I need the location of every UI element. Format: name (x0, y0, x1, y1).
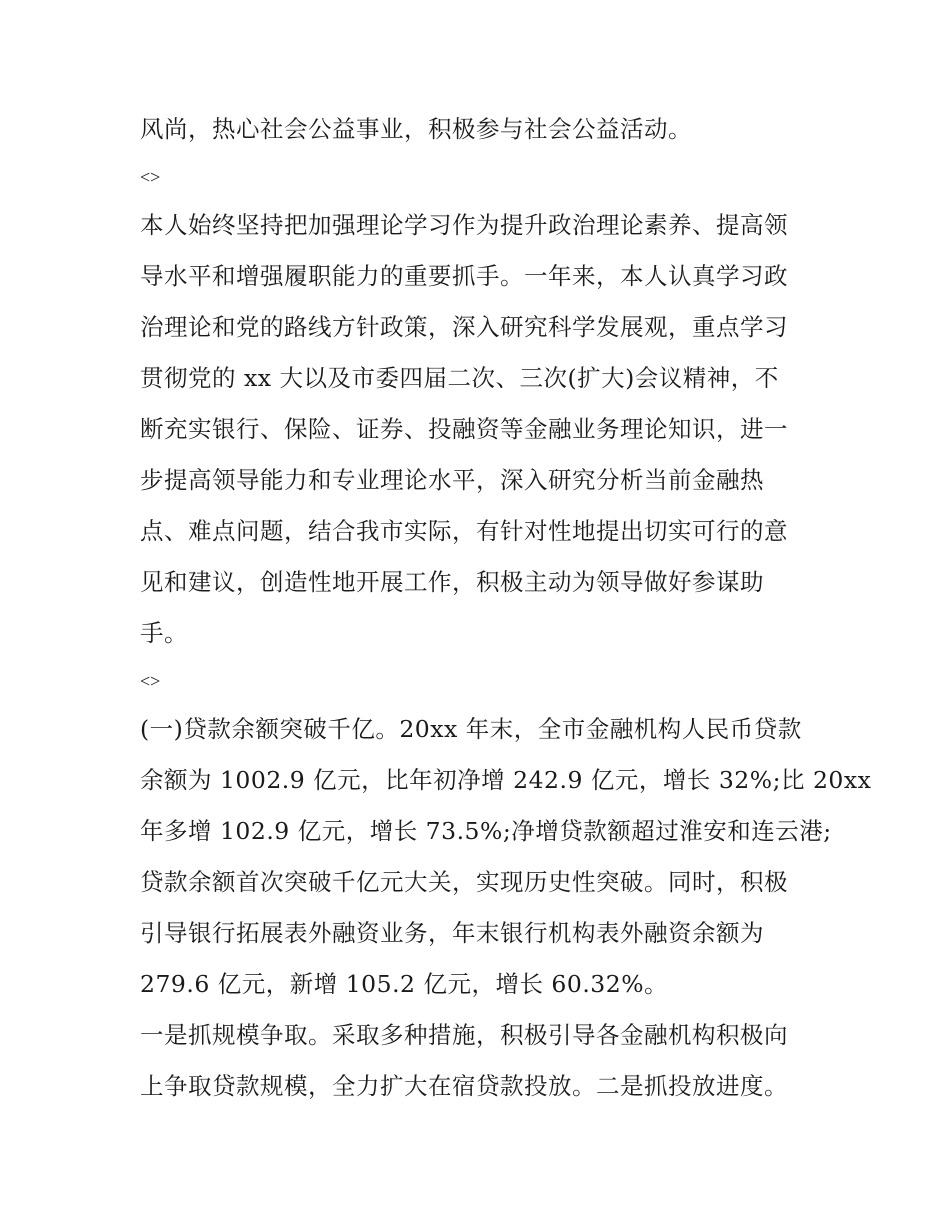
text-line: 手。 (140, 619, 188, 647)
paragraph-measures (140, 1010, 812, 1112)
text-line: 本人始终坚持把加强理论学习作为提升政治理论素养、提高领 (140, 211, 788, 239)
paragraph-study (140, 200, 812, 659)
paragraph-intro-tail (140, 104, 812, 155)
text-line: 步提高领导能力和专业理论水平，深入研究分析当前金融热 (140, 466, 764, 494)
text-line: (一)贷款余额突破千亿。20xx 年末，全市金融机构人民币贷款 (140, 715, 802, 743)
text-line: 余额为 1002.9 亿元，比年初净增 242.9 亿元，增长 32%;比 20xx (140, 766, 872, 794)
text-line: 上争取贷款规模，全力扩大在宿贷款投放。二是抓投放进度。 (140, 1072, 788, 1100)
paragraph-loans (140, 704, 872, 1010)
text-line: 治理论和党的路线方针政策，深入研究科学发展观，重点学习 (140, 313, 788, 341)
text-line: 导水平和增强履职能力的重要抓手。一年来，本人认真学习政 (140, 262, 788, 290)
text-line: 风尚，热心社会公益事业，积极参与社会公益活动。 (140, 115, 692, 143)
text-line: 279.6 亿元，新增 105.2 亿元，增长 60.32%。 (140, 970, 669, 998)
text-line: 引导银行拓展表外融资业务，年末银行机构表外融资余额为 (140, 919, 764, 947)
text-line: 断充实银行、保险、证券、投融资等金融业务理论知识，进一 (140, 415, 788, 443)
text-line: 见和建议，创造性地开展工作，积极主动为领导做好参谋助 (140, 568, 764, 596)
document-page (140, 104, 872, 1112)
text-line: 贷款余额首次突破千亿元大关，实现历史性突破。同时，积极 (140, 868, 788, 896)
text-line: 贯彻党的 xx 大以及市委四届二次、三次(扩大)会议精神，不 (140, 364, 779, 392)
section-marker: <> (140, 671, 161, 691)
text-line: 一是抓规模争取。采取多种措施，积极引导各金融机构积极向 (140, 1021, 788, 1049)
text-line: 点、难点问题，结合我市实际，有针对性地提出切实可行的意 (140, 517, 788, 545)
section-marker: <> (140, 167, 161, 187)
text-line: 年多增 102.9 亿元，增长 73.5%;净增贷款额超过淮安和连云港; (140, 817, 832, 845)
